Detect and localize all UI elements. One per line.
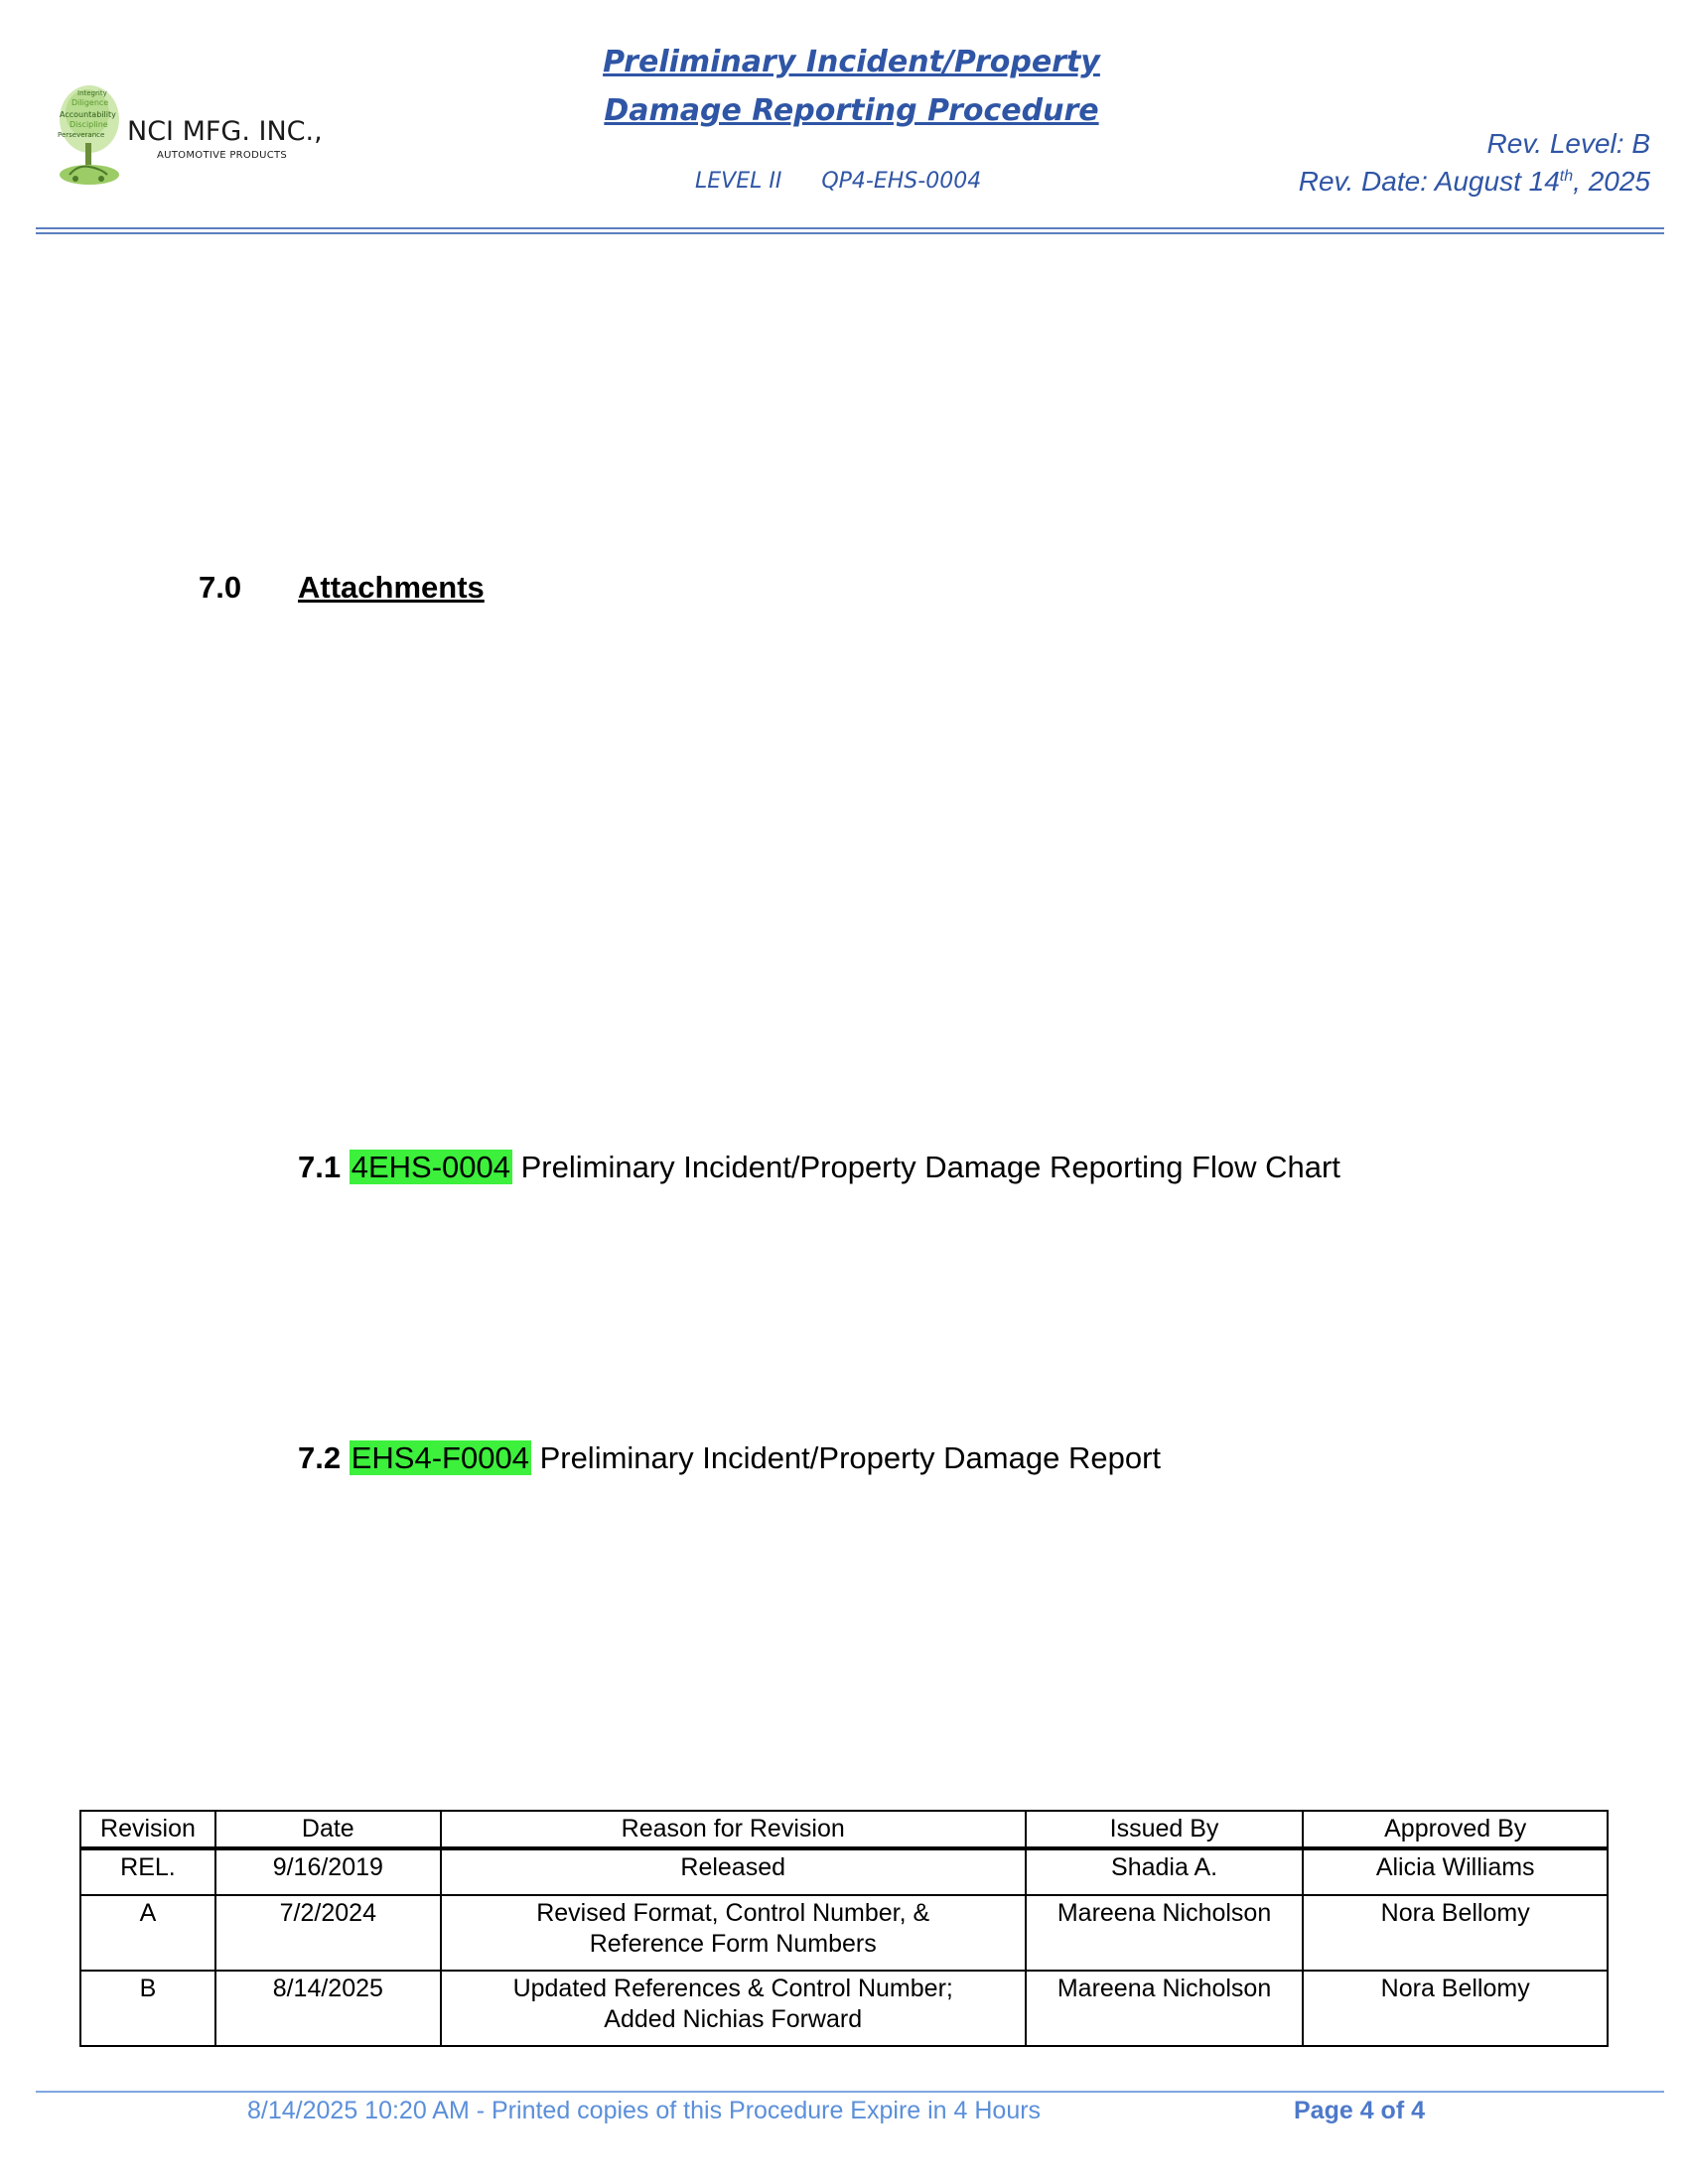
title-line-1: Preliminary Incident/Property	[603, 45, 1100, 79]
rev-date-ordinal: th	[1559, 168, 1574, 185]
table-row	[80, 1895, 1608, 1971]
attachment-number: 7.2	[298, 1440, 342, 1475]
section-title: Attachments	[298, 570, 485, 605]
attachment-title: Preliminary Incident/Property Damage Report	[530, 1440, 1161, 1475]
document-number: QP4-EHS-0004	[821, 169, 982, 194]
reason-line: Added Nichias Forward	[604, 2005, 863, 2033]
reason-line: Revised Format, Control Number, &	[536, 1899, 930, 1927]
cell-revision: REL.	[80, 1848, 215, 1895]
section-number: 7.0	[199, 570, 242, 605]
header-rule-bottom	[36, 232, 1664, 234]
cell-reason	[441, 1971, 1026, 2046]
document-level: LEVEL II	[695, 169, 782, 194]
company-name: NCI MFG. INC.,	[127, 116, 323, 147]
logo-word-1: Integrity	[77, 89, 107, 97]
attachment-code: 4EHS-0004	[351, 1150, 511, 1184]
cell-reason	[441, 1895, 1026, 1971]
header-date: Date	[215, 1811, 441, 1848]
header-rule-top	[36, 227, 1664, 229]
cell-issued-by: Mareena Nicholson	[1026, 1895, 1304, 1971]
title-line-2: Damage Reporting Procedure	[604, 93, 1099, 128]
cell-date: 7/2/2024	[215, 1895, 441, 1971]
cell-revision: B	[80, 1971, 215, 2046]
footer-print-notice: 8/14/2025 10:20 AM - Printed copies of this Procedure Expire in 4 Hours	[247, 2097, 1042, 2124]
header-reason: Reason for Revision	[441, 1811, 1026, 1848]
footer-page-number: Page 4 of 4	[1294, 2097, 1425, 2124]
company-subtitle: AUTOMOTIVE PRODUCTS	[157, 150, 288, 161]
cell-issued-by: Mareena Nicholson	[1026, 1971, 1304, 2046]
rev-date-prefix: Rev. Date: August 14	[1298, 166, 1560, 197]
tree-logo-icon	[58, 83, 127, 193]
rev-date	[1299, 163, 1650, 201]
cell-approved-by: Nora Bellomy	[1303, 1895, 1608, 1971]
footer-rule	[36, 2091, 1664, 2093]
reason-line: Updated References & Control Number;	[512, 1975, 953, 2002]
attachment-title: Preliminary Incident/Property Damage Reporting Flow Chart	[512, 1150, 1340, 1184]
cell-date: 8/14/2025	[215, 1971, 441, 2046]
header-issued-by: Issued By	[1026, 1811, 1304, 1848]
logo-word-5: Perseverance	[58, 131, 105, 139]
attachment-code: EHS4-F0004	[351, 1440, 529, 1475]
cell-reason: Released	[441, 1848, 1026, 1895]
header-approved-by: Approved By	[1303, 1811, 1608, 1848]
cell-revision: A	[80, 1895, 215, 1971]
document-title	[536, 38, 1167, 135]
rev-level: Rev. Level: B	[1486, 128, 1650, 159]
table-header-row	[80, 1811, 1608, 1848]
rev-date-suffix: , 2025	[1573, 166, 1650, 197]
company-logo	[58, 83, 326, 193]
header-revision: Revision	[80, 1811, 215, 1848]
cell-issued-by: Shadia A.	[1026, 1848, 1304, 1895]
revision-info	[1299, 125, 1650, 201]
attachment-number: 7.1	[298, 1150, 342, 1184]
document-level-line	[695, 169, 981, 194]
table-row	[80, 1971, 1608, 2046]
reason-line: Reference Form Numbers	[589, 1930, 877, 1958]
table-row	[80, 1848, 1608, 1895]
cell-date: 9/16/2019	[215, 1848, 441, 1895]
attachment-item	[298, 1440, 1161, 1476]
revision-history-table	[79, 1810, 1609, 2047]
cell-approved-by: Alicia Williams	[1303, 1848, 1608, 1895]
logo-word-2: Diligence	[71, 98, 109, 107]
cell-approved-by: Nora Bellomy	[1303, 1971, 1608, 2046]
logo-word-3: Accountability	[60, 110, 116, 119]
logo-word-4: Discipline	[70, 120, 108, 129]
attachment-item	[298, 1150, 1340, 1185]
